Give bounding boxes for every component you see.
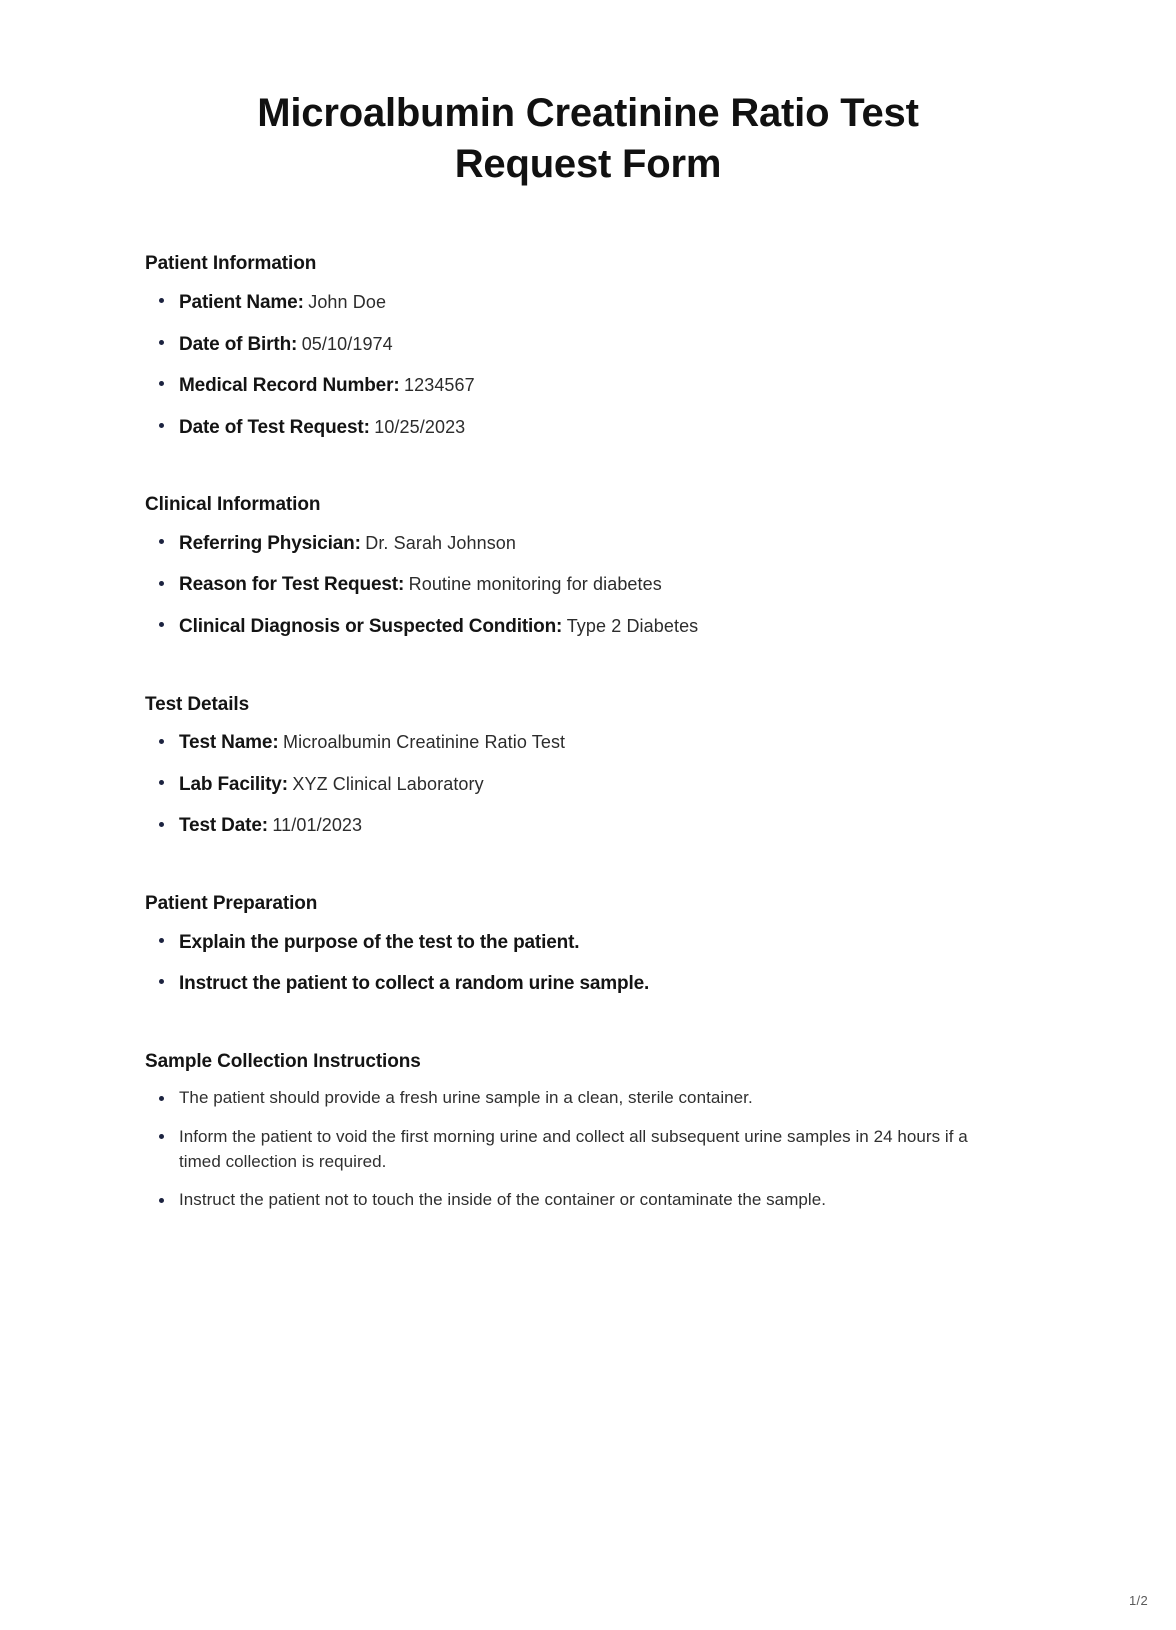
list-item [145, 729, 1031, 757]
list-item [145, 571, 1031, 599]
field-label: Date of Birth: [179, 333, 298, 355]
field-value: Dr. Sarah Johnson [365, 532, 517, 553]
field-label: Clinical Diagnosis or Suspected Condition: [179, 616, 563, 638]
test-details-list [145, 729, 1031, 840]
clinical-information-list [145, 530, 1031, 641]
instruction-text: Instruct the patient to collect a random urine sample. [179, 973, 650, 995]
bullet-icon [159, 780, 164, 785]
patient-preparation-list [145, 929, 1031, 998]
field-value: Type 2 Diabetes [566, 616, 699, 637]
field-label: Referring Physician: [179, 532, 361, 554]
section-patient-preparation [145, 892, 1031, 998]
list-item [145, 1086, 1031, 1111]
bullet-icon [159, 938, 164, 943]
bullet-icon [159, 622, 164, 627]
section-heading-patient-preparation: Patient Preparation [145, 892, 318, 914]
field-label: Lab Facility: [179, 773, 288, 795]
field-value: XYZ Clinical Laboratory [292, 773, 484, 794]
instruction-text: The patient should provide a fresh urine sample in a clean, sterile container. [179, 1088, 753, 1108]
bullet-icon [159, 1134, 164, 1139]
list-item [145, 929, 1031, 957]
field-label: Test Name: [179, 732, 279, 754]
list-item [145, 1188, 1031, 1213]
field-label: Medical Record Number: [179, 375, 400, 397]
bullet-icon [159, 1096, 164, 1101]
list-item [145, 812, 1031, 840]
patient-information-list [145, 289, 1031, 441]
section-heading-patient-information: Patient Information [145, 253, 317, 275]
bullet-icon [159, 822, 164, 827]
field-value: John Doe [308, 292, 387, 313]
bullet-icon [159, 298, 164, 303]
bullet-icon [159, 739, 164, 744]
list-item [145, 414, 1031, 442]
bullet-icon [159, 1198, 164, 1203]
list-item [145, 613, 1031, 641]
field-value: 10/25/2023 [374, 416, 466, 437]
bullet-icon [159, 979, 164, 984]
section-patient-information [145, 252, 1031, 441]
section-clinical-information [145, 493, 1031, 640]
bullet-icon [159, 340, 164, 345]
bullet-icon [159, 423, 164, 428]
document-body [0, 252, 1176, 1213]
list-item [145, 1125, 1031, 1174]
list-item [145, 331, 1031, 359]
field-value: Routine monitoring for diabetes [408, 574, 662, 595]
section-heading-sample-collection-instructions: Sample Collection Instructions [145, 1050, 421, 1072]
section-heading-test-details: Test Details [145, 693, 250, 715]
bullet-icon [159, 581, 164, 586]
list-item [145, 970, 1031, 998]
sample-collection-list [145, 1086, 1031, 1213]
section-test-details [145, 693, 1031, 840]
list-item [145, 530, 1031, 558]
list-item [145, 771, 1031, 799]
field-label: Reason for Test Request: [179, 574, 405, 596]
field-label: Test Date: [179, 815, 268, 837]
page-number: 1/2 [1129, 1593, 1148, 1608]
list-item [145, 289, 1031, 317]
field-label: Patient Name: [179, 292, 304, 314]
field-value: 05/10/1974 [301, 333, 393, 354]
section-sample-collection-instructions [145, 1050, 1031, 1213]
field-label: Date of Test Request: [179, 416, 370, 438]
page-title: Microalbumin Creatinine Ratio Test Request Form [257, 91, 919, 187]
bullet-icon [159, 539, 164, 544]
field-value: Microalbumin Creatinine Ratio Test [282, 732, 566, 753]
instruction-text: Inform the patient to void the first morning urine and collect all subsequent urine samples in 24 hours if a timed collection is required. [179, 1127, 968, 1171]
instruction-text: Instruct the patient not to touch the inside of the container or contaminate the sample. [179, 1190, 827, 1210]
field-value: 11/01/2023 [272, 815, 363, 836]
bullet-icon [159, 381, 164, 386]
list-item [145, 372, 1031, 400]
instruction-text: Explain the purpose of the test to the patient. [179, 931, 580, 953]
field-value: 1234567 [403, 375, 475, 396]
section-heading-clinical-information: Clinical Information [145, 494, 321, 516]
